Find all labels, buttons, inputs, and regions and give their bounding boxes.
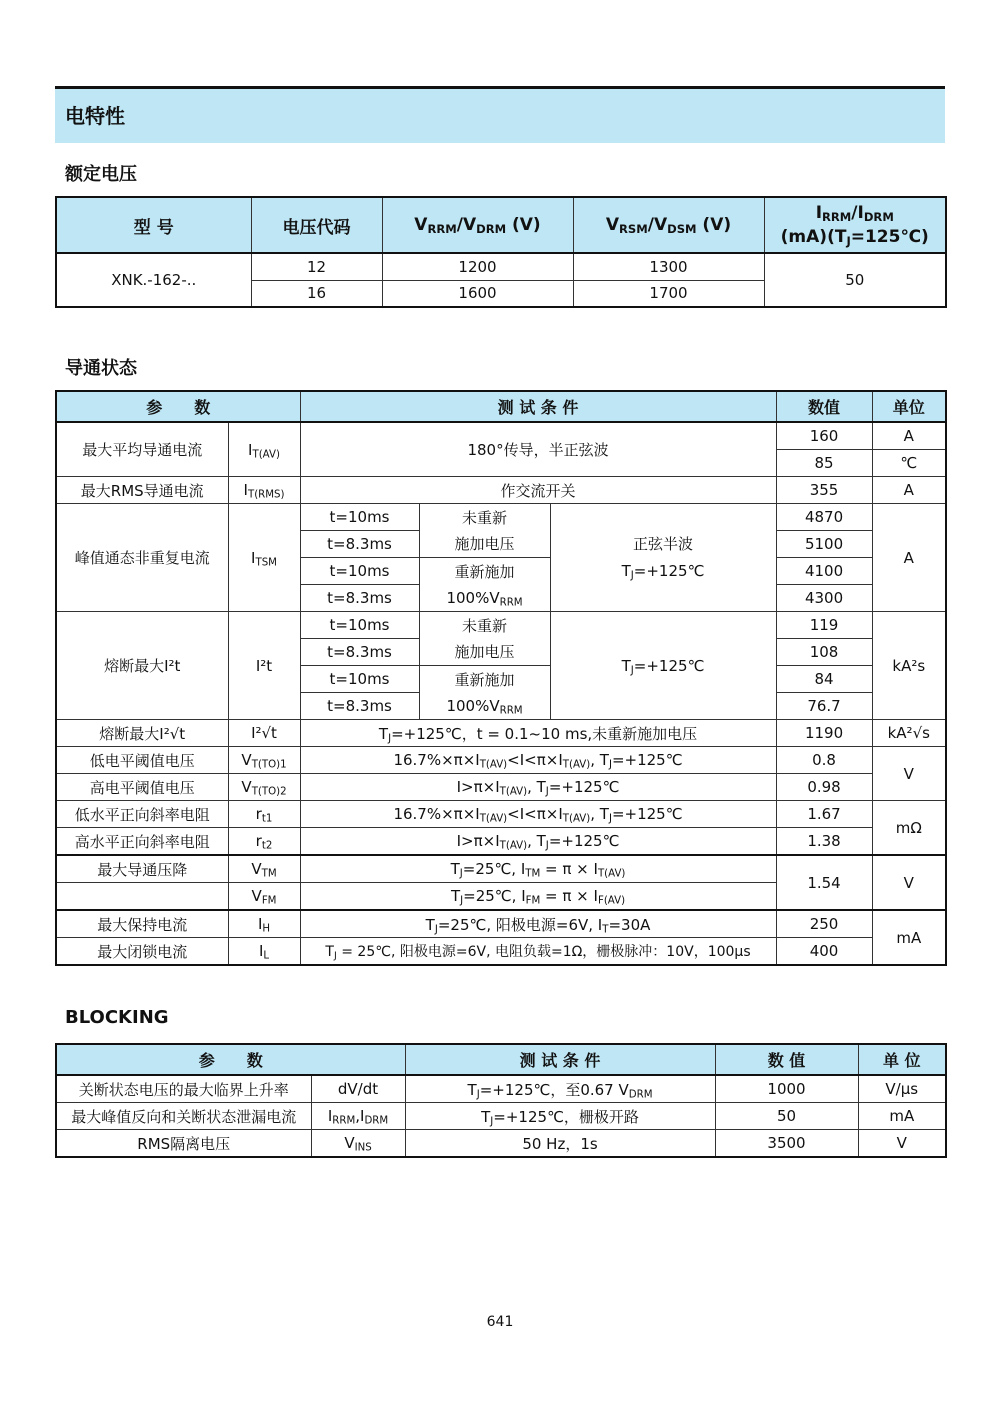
vrrm-cell: 1600: [382, 280, 573, 307]
unit-cell: A: [872, 422, 946, 450]
vrsm-cell: 1300: [573, 253, 764, 280]
param-symbol: $I_{TSM}$: [228, 504, 300, 612]
value-cell: 4100: [776, 558, 872, 585]
time-cell: t=8.3ms: [300, 531, 419, 558]
param-name: 关断状态电压的最大临界上升率: [56, 1075, 311, 1103]
header-unit: 单 位: [858, 1044, 946, 1075]
param-name: [56, 883, 228, 911]
test-condition: $T_J=+125℃$，t = 0.1~10 ms,未重新施加电压: [300, 720, 776, 747]
test-condition: $T_J=25℃$, $I_{TM} = \pi \times I_{T(AV)}$: [300, 855, 776, 883]
page-number: 641: [486, 1314, 514, 1330]
param-symbol: I²t: [228, 612, 300, 720]
test-condition: $T_J=25℃$, $I_{FM} = \pi \times I_{F(AV)}$: [300, 883, 776, 911]
table-row: [56, 855, 946, 883]
reapply-cell: 重新施加: [419, 666, 550, 693]
header-test-condition: 测 试 条 件: [300, 391, 776, 422]
test-condition: 作交流开关: [300, 477, 776, 504]
param-name: 高水平正向斜率电阻: [56, 828, 228, 856]
table-row: [56, 504, 946, 531]
time-cell: t=8.3ms: [300, 639, 419, 666]
test-condition: $T_J=+125℃$: [550, 612, 776, 720]
param-symbol: $V_{T(TO)2}$: [228, 774, 300, 801]
header-unit: 单位: [872, 391, 946, 422]
param-symbol: $V_{INS}$: [311, 1130, 405, 1158]
table-row: [56, 253, 946, 280]
reapply-cell: 施加电压: [419, 639, 550, 666]
time-cell: t=8.3ms: [300, 693, 419, 720]
blocking-table: [55, 1043, 947, 1158]
unit-cell: A: [872, 504, 946, 612]
header-test-condition: 测 试 条 件: [405, 1044, 715, 1075]
value-cell: 0.8: [776, 747, 872, 774]
voltage-code-cell: 12: [251, 253, 382, 280]
param-symbol: $I_{RRM},I_{DRM}$: [311, 1103, 405, 1130]
time-cell: t=10ms: [300, 504, 419, 531]
table-row: [56, 1130, 946, 1158]
value-cell: 0.98: [776, 774, 872, 801]
header-parameter: 参 数: [56, 391, 300, 422]
param-symbol: $V_{FM}$: [228, 883, 300, 911]
header-value: 数 值: [715, 1044, 858, 1075]
unit-cell: V: [872, 747, 946, 801]
header-vrrm-vdrm: $V_{RRM}/V_{DRM}$ (V): [382, 197, 573, 253]
unit-cell: kA²s: [872, 612, 946, 720]
param-name: 最大RMS导通电流: [56, 477, 228, 504]
vrsm-cell: 1700: [573, 280, 764, 307]
param-symbol: $r_{t1}$: [228, 801, 300, 828]
value-cell: 4300: [776, 585, 872, 612]
test-condition: $T_J=+125℃$，至0.67 $V_{DRM}$: [405, 1075, 715, 1103]
param-symbol: $I_{T(RMS)}$: [228, 477, 300, 504]
voltage-code-cell: 16: [251, 280, 382, 307]
test-condition: $T_J=25℃$, 阳极电源=6V, $I_T=30A$: [300, 910, 776, 938]
value-cell: 1190: [776, 720, 872, 747]
param-name: 峰值通态非重复电流: [56, 504, 228, 612]
value-cell: 1.38: [776, 828, 872, 856]
table-row: [56, 774, 946, 801]
section-banner: 电特性: [55, 89, 945, 143]
header-vrsm-vdsm: $V_{RSM}/V_{DSM}$ (V): [573, 197, 764, 253]
reapply-cell: 未重新: [419, 612, 550, 639]
param-name: 最大闭锁电流: [56, 938, 228, 966]
test-condition: 50 Hz，1s: [405, 1130, 715, 1158]
unit-cell: mΩ: [872, 801, 946, 856]
irrm-cell: 50: [764, 253, 946, 307]
table-row: [56, 938, 946, 966]
test-condition: 正弦半波 $T_J=+125℃$: [550, 504, 776, 612]
header-model: 型 号: [56, 197, 251, 253]
header-parameter: 参 数: [56, 1044, 405, 1075]
unit-cell: mA: [858, 1103, 946, 1130]
vrrm-cell: 1200: [382, 253, 573, 280]
param-name: 熔断最大I²√t: [56, 720, 228, 747]
table-header-row: [56, 391, 946, 422]
reapply-cell: $100\%V_{RRM}$: [419, 585, 550, 612]
unit-cell: A: [872, 477, 946, 504]
value-cell: 85: [776, 450, 872, 477]
param-name: 熔断最大I²t: [56, 612, 228, 720]
model-cell: XNK.-162-..: [56, 253, 251, 307]
header-voltage-code: 电压代码: [251, 197, 382, 253]
table-row: [56, 747, 946, 774]
reapply-cell: 未重新: [419, 504, 550, 531]
time-cell: t=8.3ms: [300, 585, 419, 612]
value-cell: 400: [776, 938, 872, 966]
param-name: 高电平阈值电压: [56, 774, 228, 801]
unit-cell: V: [872, 855, 946, 910]
value-cell: 1.54: [776, 855, 872, 910]
time-cell: t=10ms: [300, 558, 419, 585]
value-cell: 50: [715, 1103, 858, 1130]
value-cell: 1.67: [776, 801, 872, 828]
table-row: [56, 422, 946, 450]
param-name: 低水平正向斜率电阻: [56, 801, 228, 828]
value-cell: 76.7: [776, 693, 872, 720]
test-condition: $T_J=+125℃$，栅极开路: [405, 1103, 715, 1130]
rated-voltage-heading: 额定电压: [65, 164, 137, 185]
param-symbol: $V_{T(TO)1}$: [228, 747, 300, 774]
time-cell: t=10ms: [300, 612, 419, 639]
table-row: [56, 1103, 946, 1130]
table-row: [56, 828, 946, 856]
table-row: [56, 801, 946, 828]
param-name: 最大导通压降: [56, 855, 228, 883]
test-condition: 180°传导，半正弦波: [300, 422, 776, 477]
unit-cell: mA: [872, 910, 946, 965]
value-cell: 4870: [776, 504, 872, 531]
table-header-row: [56, 1044, 946, 1075]
param-symbol: I²√t: [228, 720, 300, 747]
param-symbol: $r_{t2}$: [228, 828, 300, 856]
param-name: 低电平阈值电压: [56, 747, 228, 774]
unit-cell: kA²√s: [872, 720, 946, 747]
param-symbol: dV/dt: [311, 1075, 405, 1103]
header-value: 数值: [776, 391, 872, 422]
value-cell: 5100: [776, 531, 872, 558]
value-cell: 355: [776, 477, 872, 504]
param-name: RMS隔离电压: [56, 1130, 311, 1158]
unit-cell: ℃: [872, 450, 946, 477]
rated-voltage-table: [55, 196, 947, 308]
test-condition: $16.7\%\times\pi\times I_{T(AV)}<I<\pi\times I_{T(AV)}$, $T_J=+125℃$: [300, 747, 776, 774]
test-condition: $16.7\%\times\pi\times I_{T(AV)}<I<\pi\times I_{T(AV)}$, $T_J=+125℃$: [300, 801, 776, 828]
value-cell: 1000: [715, 1075, 858, 1103]
param-name: 最大平均导通电流: [56, 422, 228, 477]
param-name: 最大峰值反向和关断状态泄漏电流: [56, 1103, 311, 1130]
reapply-cell: $100\%V_{RRM}$: [419, 693, 550, 720]
table-header-row: [56, 197, 946, 253]
param-symbol: $V_{TM}$: [228, 855, 300, 883]
table-row: [56, 477, 946, 504]
value-cell: 108: [776, 639, 872, 666]
param-symbol: $I_{T(AV)}$: [228, 422, 300, 477]
table-row: [56, 1075, 946, 1103]
value-cell: 119: [776, 612, 872, 639]
table-row: [56, 612, 946, 639]
test-condition: $I>\pi\times I_{T(AV)}$, $T_J=+125℃$: [300, 828, 776, 856]
unit-cell: V: [858, 1130, 946, 1158]
table-row: [56, 720, 946, 747]
param-symbol: $I_L$: [228, 938, 300, 966]
time-cell: t=10ms: [300, 666, 419, 693]
param-symbol: $I_H$: [228, 910, 300, 938]
blocking-heading: BLOCKING: [65, 1007, 169, 1028]
reapply-cell: 施加电压: [419, 531, 550, 558]
table-row: [56, 910, 946, 938]
on-state-table: [55, 390, 947, 966]
on-state-heading: 导通状态: [65, 358, 137, 379]
test-condition: $T_J$ = 25℃, 阳极电源=6V, 电阻负载=1Ω，栅极脉冲：10V，100μs: [300, 938, 776, 966]
value-cell: 160: [776, 422, 872, 450]
value-cell: 250: [776, 910, 872, 938]
param-name: 最大保持电流: [56, 910, 228, 938]
reapply-cell: 重新施加: [419, 558, 550, 585]
value-cell: 3500: [715, 1130, 858, 1158]
test-condition: $I>\pi\times I_{T(AV)}$, $T_J=+125℃$: [300, 774, 776, 801]
unit-cell: V/μs: [858, 1075, 946, 1103]
value-cell: 84: [776, 666, 872, 693]
header-irrm-idrm: $I_{RRM}/I_{DRM}$ $(mA)(T_J=125℃)$: [764, 197, 946, 253]
